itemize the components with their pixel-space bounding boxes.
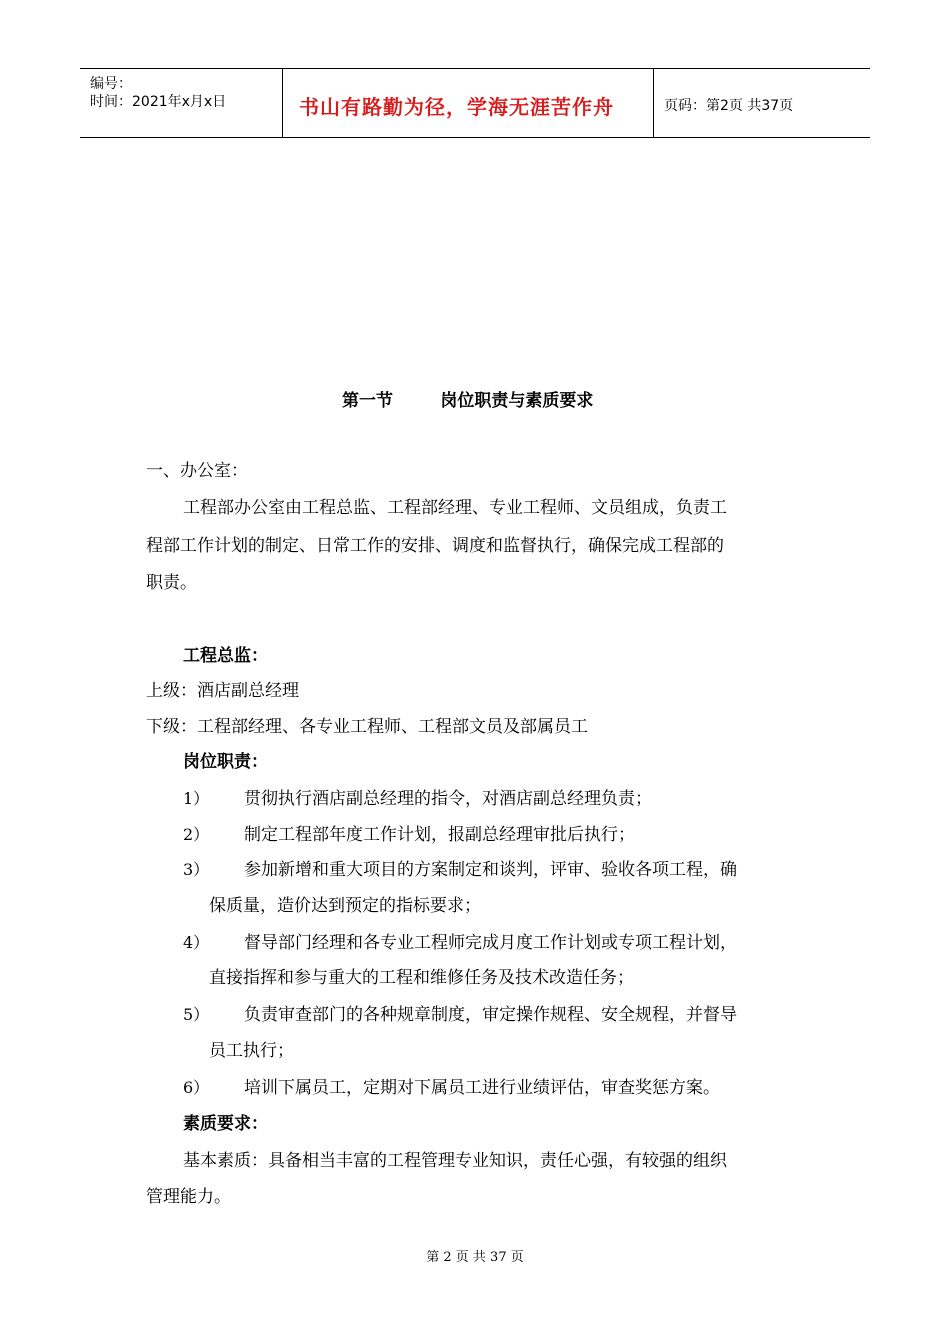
page-header [80, 68, 870, 138]
page-footer: 第 2 页 共 37 页 [426, 1250, 524, 1265]
section-title: 第一节 岗位职责与素质要求 [342, 391, 594, 411]
duty-number: 2） [183, 825, 210, 844]
duty-text-continued: 员工执行； [209, 1041, 294, 1061]
header-info-cell [80, 69, 283, 137]
duty-text-continued: 直接指挥和参与重大的工程和维修任务及技术改造任务； [209, 968, 634, 988]
duties-heading: 岗位职责： [183, 752, 268, 772]
quality-heading: 素质要求： [183, 1114, 268, 1134]
quality-line: 管理能力。 [146, 1187, 231, 1207]
time-label: 时间：2021年x月x日 [90, 94, 227, 110]
duty-text: 督导部门经理和各专业工程师完成月度工作计划或专项工程计划， [244, 933, 737, 953]
duty-number: 5） [183, 1005, 210, 1024]
duty-text-continued: 保质量，造价达到预定的指标要求； [209, 896, 481, 916]
duty-number: 1） [183, 789, 210, 808]
subordinate-line: 下级：工程部经理、各专业工程师、工程部文员及部属员工 [146, 717, 588, 737]
office-paragraph-line: 工程部办公室由工程总监、工程部经理、专业工程师、文员组成，负责工 [183, 498, 727, 518]
duty-number: 4） [183, 933, 210, 952]
duty-number: 6） [183, 1078, 210, 1097]
motto: 书山有路勤为径，学海无涯苦作舟 [299, 95, 614, 119]
quality-line: 基本素质：具备相当丰富的工程管理专业知识，责任心强，有较强的组织 [183, 1151, 727, 1171]
duty-text: 负责审查部门的各种规章制度，审定操作规程、安全规程，并督导 [244, 1005, 737, 1025]
director-title: 工程总监： [183, 646, 268, 666]
duty-text: 制定工程部年度工作计划，报副总经理审批后执行； [244, 825, 635, 845]
office-paragraph-line: 职责。 [146, 573, 197, 593]
office-paragraph-line: 程部工作计划的制定、日常工作的安排、调度和监督执行，确保完成工程部的 [146, 536, 724, 556]
header-motto-cell [283, 69, 654, 137]
superior-line: 上级：酒店副总经理 [146, 681, 299, 701]
page-info: 页码：第2页 共37页 [664, 98, 794, 114]
duty-text: 参加新增和重大项目的方案制定和谈判，评审、验收各项工程，确 [244, 860, 737, 880]
number-label: 编号： [90, 76, 132, 92]
duty-text: 培训下属员工，定期对下属员工进行业绩评估，审查奖惩方案。 [244, 1078, 720, 1098]
office-heading: 一、办公室： [146, 461, 248, 481]
header-page-cell [654, 69, 870, 137]
duty-number: 3） [183, 860, 210, 879]
duty-text: 贯彻执行酒店副总经理的指令，对酒店副总经理负责； [244, 789, 652, 809]
